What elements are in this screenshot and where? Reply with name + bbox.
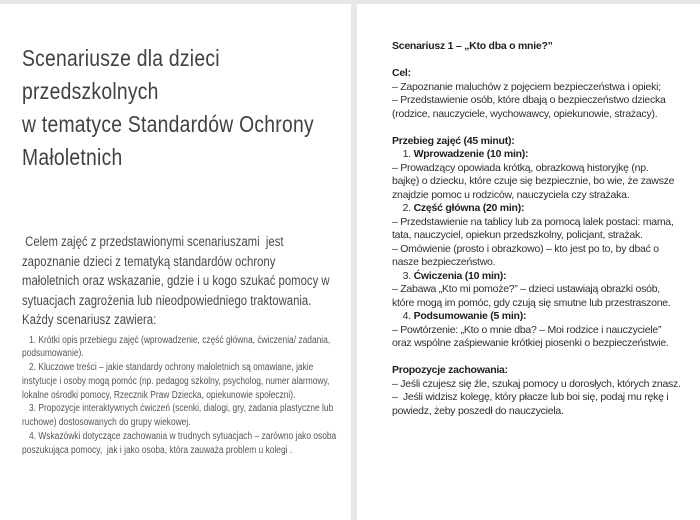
bold-text-segment: Wprowadzenie (10 min): [413, 148, 529, 160]
scenario-contents-list [22, 334, 351, 458]
text-line [392, 364, 694, 378]
bold-text-segment: Scenariusz 1 – „Kto dba o mnie?” [392, 40, 553, 52]
text-segment: 2. [392, 202, 414, 214]
document-page-2[interactable] [357, 4, 700, 520]
text-line [392, 216, 694, 230]
text-segment: znajdzie pomoc u rodziców, nauczyciela czy strażaka. [392, 188, 630, 201]
text-line: zapoznanie dzieci z tematyką standardów ochrony [22, 253, 276, 269]
bold-text-segment: Propozycje zachowania: [392, 364, 508, 376]
text-line: przedszkolnych [22, 78, 159, 104]
text-line [392, 310, 694, 324]
text-segment: które mogą im pomóc, gdy czują się smutne lub przestraszone. [392, 296, 671, 309]
text-line [392, 256, 694, 270]
bold-text-segment: Podsumowanie (5 min): [413, 310, 527, 322]
text-line [392, 337, 694, 351]
text-line [392, 121, 694, 135]
text-line: w tematyce Standardów Ochrony [22, 111, 314, 137]
text-line: 3. Propozycje interaktywnych ćwiczeń (scenki, dialogi, gry, zadania plastyczne lub [22, 403, 334, 415]
bold-text-segment: Ćwiczenia (10 min): [413, 269, 507, 282]
scenario-1-text [392, 40, 694, 418]
text-line: Celem zajęć z przedstawionymi scenariuszami jest [22, 234, 284, 249]
text-segment: oraz wspólne zaśpiewanie krótkiej piosenki o bezpieczeństwie. [392, 337, 669, 349]
text-line [392, 94, 694, 108]
text-line [392, 270, 694, 284]
text-line [392, 229, 694, 243]
text-segment: nasze bezpieczeństwo. [392, 256, 496, 268]
text-segment: 4. [392, 310, 414, 322]
text-segment: – Przedstawienie na tablicy lub za pomocą lalek postaci: mama, [392, 215, 674, 228]
text-line: ruchowe) dostosowanych do grupy wiekowej. [22, 417, 191, 429]
text-line: małoletnich oraz wskazanie, gdzie i u kogo szukać pomocy w [22, 273, 330, 288]
text-segment: – Omówienie (prosto i obrazkowo) – kto jest po to, by dbać o [392, 242, 659, 255]
document-title [22, 42, 351, 174]
text-segment: bajkę) o dziecku, które czuje się bezpiecznie, bo wie, że zawsze [392, 175, 675, 187]
text-line: 4. Wskazówki dotyczące zachowania w trudnych sytuacjach – zarówno jako osoba [22, 431, 337, 443]
text-segment: (rodzice, nauczyciele, wychowawcy, opiekunowie, strażacy). [392, 107, 658, 120]
text-segment: – Powtórzenie: „Kto o mnie dba? – Moi rodzice i nauczyciele” [392, 323, 662, 336]
text-line [392, 378, 694, 392]
text-line [392, 391, 694, 405]
text-segment: 1. [392, 148, 414, 160]
text-line [392, 189, 694, 203]
text-segment: 3. [392, 269, 414, 282]
text-line: sytuacjach zagrożenia lub nieodpowiedniego traktowania. [22, 292, 312, 308]
text-line [392, 405, 694, 419]
text-line [392, 81, 694, 95]
text-line [392, 148, 694, 162]
text-line: Scenariusze dla dzieci [22, 45, 220, 71]
text-line [392, 108, 694, 122]
text-line [392, 54, 694, 68]
text-segment: powiedz, żeby poszedł do nauczyciela. [392, 404, 564, 417]
text-segment: – Prowadzący opowiada krótką, obrazkową historyjkę (np. [392, 161, 649, 174]
text-line [392, 297, 694, 311]
text-line: Małoletnich [22, 144, 123, 170]
text-line [392, 162, 694, 176]
text-line [392, 351, 694, 365]
text-line [392, 175, 694, 189]
text-line [392, 324, 694, 338]
text-segment: – Jeśli czujesz się źle, szukaj pomocy u dorosłych, których znasz. [392, 377, 681, 390]
text-line [392, 67, 694, 81]
text-segment: tata, nauczyciel, opiekun przedszkolny, policjant, strażak. [392, 229, 643, 241]
text-segment: – Zapoznanie maluchów z pojęciem bezpieczeństwa i opieki; [392, 80, 661, 93]
text-line [392, 243, 694, 257]
text-line: lokalne ośrodki pomocy, Rzecznik Praw Dziecka, opiekunowie społeczni). [22, 389, 296, 401]
text-segment: – Przedstawienie osób, które dbają o bezpieczeństwo dziecka [392, 94, 666, 106]
text-line [392, 135, 694, 149]
document-page-1[interactable] [0, 4, 351, 520]
text-line: podsumowanie). [22, 348, 84, 360]
text-line [392, 202, 694, 216]
text-line: 2. Kluczowe treści – jakie standardy ochrony małoletnich są omawiane, jakie [22, 362, 314, 374]
text-line: instytucje i osoby mogą pomóc (np. pedagog szkolny, psycholog, numer alarmowy, [22, 375, 330, 387]
text-line: poszukująca pomocy, jak i jako osoba, która zauważa problem u kolegi . [22, 444, 293, 456]
bold-text-segment: Przebieg zajęć (45 minut): [392, 134, 515, 147]
text-line: 1. Krótki opis przebiegu zajęć (wprowadzenie, część główna, ćwiczenia/ zadania, [22, 334, 331, 346]
page-1-content [22, 42, 351, 458]
text-line [392, 283, 694, 297]
bold-text-segment: Część główna (20 min): [413, 202, 525, 214]
text-line [392, 40, 694, 54]
bold-text-segment: Cel: [392, 67, 411, 79]
text-line: Każdy scenariusz zawiera: [22, 312, 157, 327]
intro-paragraph [22, 232, 351, 330]
text-segment: – Jeśli widzisz kolegę, który płacze lub boi się, podaj mu rękę i [392, 391, 669, 403]
text-segment: – Zabawa „Kto mi pomoże?” – dzieci ustawiają obrazki osób, [392, 283, 660, 295]
